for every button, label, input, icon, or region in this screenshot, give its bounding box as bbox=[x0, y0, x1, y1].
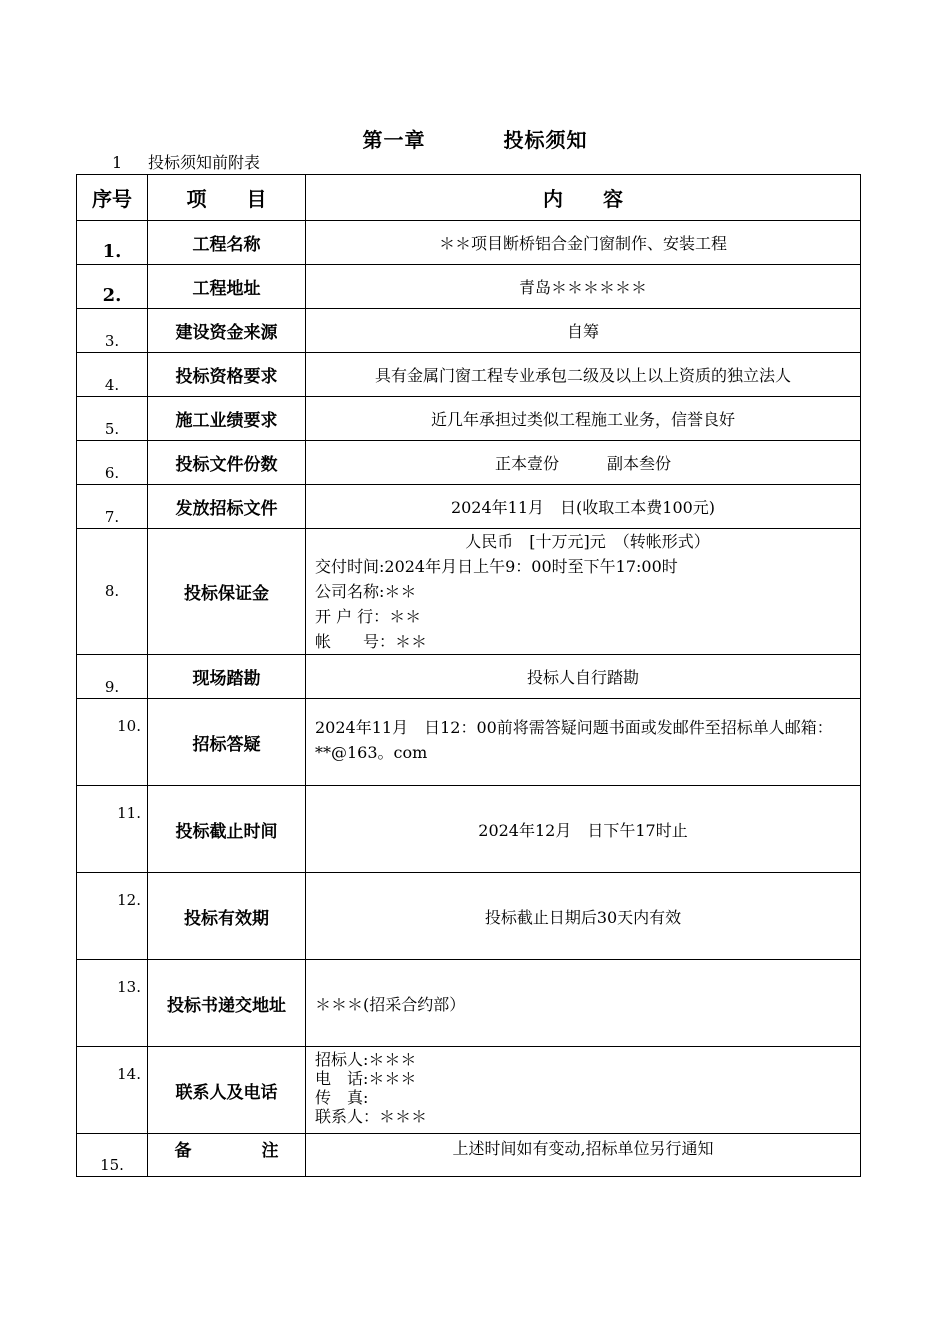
row-item: 建设资金来源 bbox=[148, 309, 306, 353]
row-seq: 2. bbox=[77, 265, 148, 309]
contact-phone: 电 话:＊＊＊ bbox=[315, 1069, 417, 1088]
bid-instructions-table bbox=[76, 174, 861, 1177]
contact-tenderer: 招标人:＊＊＊ bbox=[315, 1050, 417, 1069]
row-seq: 10. bbox=[77, 699, 148, 786]
table-row bbox=[77, 655, 861, 699]
deposit-time: 交付时间:2024年月日上午9：00时至下午17:00时 bbox=[315, 557, 678, 576]
table-row bbox=[77, 221, 861, 265]
table-row bbox=[77, 786, 861, 873]
row-item: 发放招标文件 bbox=[148, 485, 306, 529]
header-item: 项 目 bbox=[148, 175, 306, 221]
row-seq: 12. bbox=[77, 873, 148, 960]
deposit-company: 公司名称:＊＊ bbox=[315, 582, 417, 601]
section-heading bbox=[112, 150, 260, 173]
row-seq: 11. bbox=[77, 786, 148, 873]
row-seq: 4. bbox=[77, 353, 148, 397]
contact-fax: 传 真: bbox=[315, 1088, 369, 1107]
chapter-name: 投标须知 bbox=[503, 128, 588, 152]
row-content: ＊＊＊(招采合约部） bbox=[306, 960, 861, 1047]
remark-label-b: 注 bbox=[261, 1141, 279, 1161]
row-item: 投标文件份数 bbox=[148, 441, 306, 485]
chapter-number: 第一章 bbox=[362, 128, 426, 152]
row-content: 正本壹份 副本叁份 bbox=[306, 441, 861, 485]
row-seq: 13. bbox=[77, 960, 148, 1047]
row-item: 工程地址 bbox=[148, 265, 306, 309]
row-content: 2024年11月 日12：00前将需答疑问题书面或发邮件至招标单人邮箱：**@163。com bbox=[306, 699, 861, 786]
row-content: 自筹 bbox=[306, 309, 861, 353]
deposit-amount: 人民币 [十万元]元 （转帐形式） bbox=[465, 532, 710, 551]
table-row bbox=[77, 353, 861, 397]
row-seq: 15. bbox=[77, 1134, 148, 1177]
table-row bbox=[77, 529, 861, 655]
row-content: 近几年承担过类似工程施工业务，信誉良好 bbox=[306, 397, 861, 441]
row-seq: 7. bbox=[77, 485, 148, 529]
deposit-bank: 开 户 行：＊＊ bbox=[315, 607, 422, 626]
table-row bbox=[77, 960, 861, 1047]
table-row bbox=[77, 699, 861, 786]
row-content: 投标人自行踏勘 bbox=[306, 655, 861, 699]
table-row bbox=[77, 309, 861, 353]
row-seq: 5. bbox=[77, 397, 148, 441]
row-seq: 6. bbox=[77, 441, 148, 485]
row-item: 投标书递交地址 bbox=[148, 960, 306, 1047]
row-content: 投标截止日期后30天内有效 bbox=[306, 873, 861, 960]
row-seq: 8. bbox=[77, 529, 148, 655]
chapter-title bbox=[0, 124, 950, 153]
row-item bbox=[148, 1134, 306, 1177]
row-item: 投标资格要求 bbox=[148, 353, 306, 397]
table-row bbox=[77, 873, 861, 960]
deposit-account: 帐 号：＊＊ bbox=[315, 632, 428, 651]
row-content-deposit bbox=[306, 529, 861, 655]
table-header-row bbox=[77, 175, 861, 221]
row-seq: 14. bbox=[77, 1047, 148, 1134]
header-content: 内 容 bbox=[306, 175, 861, 221]
row-content-contact bbox=[306, 1047, 861, 1134]
table-row bbox=[77, 441, 861, 485]
row-content: 具有金属门窗工程专业承包二级及以上以上资质的独立法人 bbox=[306, 353, 861, 397]
row-seq: 3. bbox=[77, 309, 148, 353]
section-title: 投标须知前附表 bbox=[148, 153, 261, 172]
row-item: 工程名称 bbox=[148, 221, 306, 265]
row-content: 青岛＊＊＊＊＊＊ bbox=[306, 265, 861, 309]
header-seq: 序号 bbox=[77, 175, 148, 221]
table-row bbox=[77, 397, 861, 441]
row-seq: 9. bbox=[77, 655, 148, 699]
row-item: 投标保证金 bbox=[148, 529, 306, 655]
row-content: 上述时间如有变动,招标单位另行通知 bbox=[306, 1134, 861, 1177]
contact-person: 联系人：＊＊＊ bbox=[315, 1107, 428, 1126]
row-item: 施工业绩要求 bbox=[148, 397, 306, 441]
row-content: ＊＊项目断桥铝合金门窗制作、安装工程 bbox=[306, 221, 861, 265]
row-content: 2024年12月 日下午17时止 bbox=[306, 786, 861, 873]
row-item: 联系人及电话 bbox=[148, 1047, 306, 1134]
table-row bbox=[77, 1134, 861, 1177]
table-row bbox=[77, 1047, 861, 1134]
row-item: 投标截止时间 bbox=[148, 786, 306, 873]
remark-label-a: 备 bbox=[174, 1141, 192, 1161]
row-content: 2024年11月 日(收取工本费100元) bbox=[306, 485, 861, 529]
row-item: 招标答疑 bbox=[148, 699, 306, 786]
row-item: 投标有效期 bbox=[148, 873, 306, 960]
row-item: 现场踏勘 bbox=[148, 655, 306, 699]
table-row bbox=[77, 265, 861, 309]
row-seq: 1. bbox=[77, 221, 148, 265]
section-number: 1 bbox=[112, 153, 123, 172]
table-row bbox=[77, 485, 861, 529]
